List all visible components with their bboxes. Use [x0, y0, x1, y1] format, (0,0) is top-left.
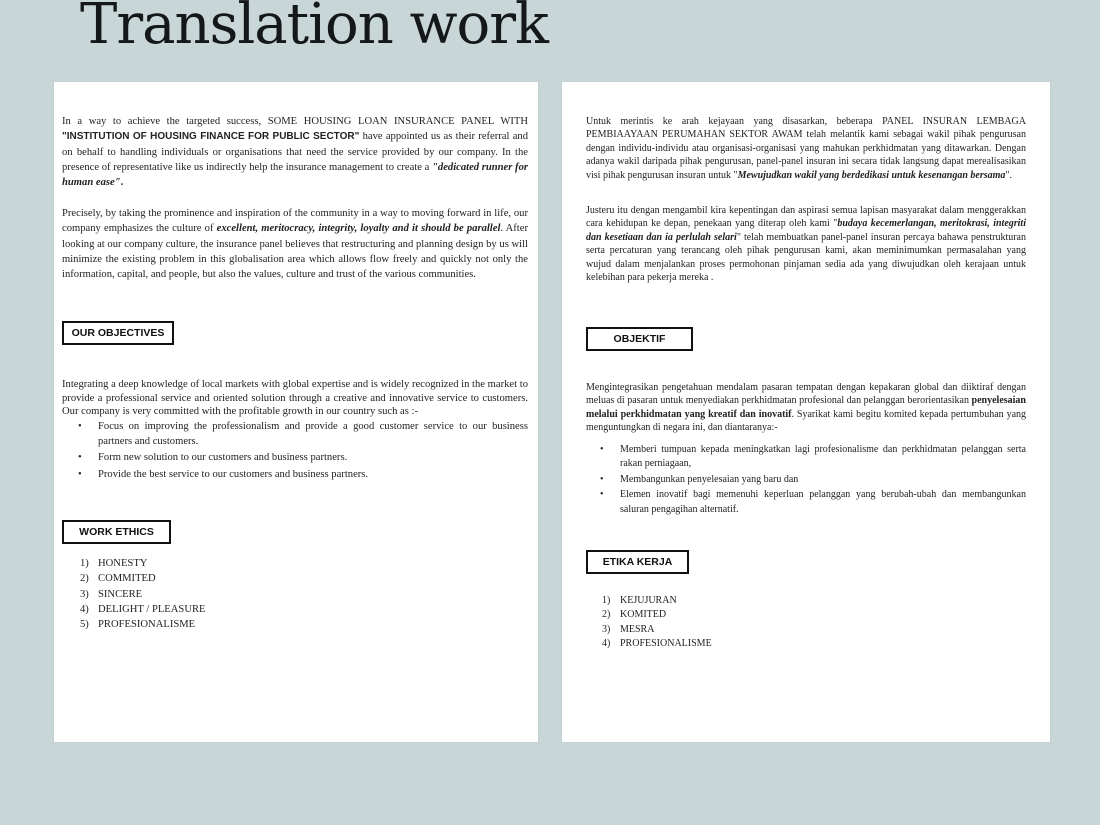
list-item: • Provide the best service to our customers and business partners.	[98, 467, 528, 482]
english-document-page	[54, 82, 538, 742]
list-item	[602, 594, 1026, 608]
culture-emphasis: excellent, meritocracy, integrity, loyalty and it should be parallel	[216, 223, 501, 235]
malay-intro-section	[586, 115, 1026, 182]
institution-name: "INSTITUTION OF HOUSING FINANCE FOR PUBLIC SECTOR"	[62, 131, 360, 143]
item-label: COMMITED	[98, 573, 156, 585]
item-label: PROFESIONALISME	[620, 638, 712, 650]
item-number: 3)	[80, 588, 89, 600]
intro-emphasis: "dedicated runner for human ease"	[62, 161, 528, 189]
list-item	[80, 556, 528, 571]
list-item: • Form new solution to our customers and business partners.	[98, 450, 528, 465]
item-number: 1)	[602, 595, 611, 606]
list-item: • Memberi tumpuan kepada meningkatkan lagi profesionalisme dan perkhidmatan pelanggan serta rakan perniagaan,	[620, 443, 1026, 472]
malay-culture-section	[586, 204, 1026, 284]
list-item	[602, 608, 1026, 622]
item-label: SINCERE	[98, 588, 143, 600]
objektif-text-continued: . Syarikat kami begitu komited kepada pertumbuhan yang menguntungkan di negara ini, dan diantaranya:-	[586, 408, 1027, 434]
culture-emphasis: budaya kecemerlangan, meritokrasi, integriti dan kesetiaan dan ia perlulah selari	[586, 218, 1026, 243]
malay-document-page	[562, 82, 1050, 742]
item-label: HONESTY	[98, 558, 148, 569]
list-item	[602, 637, 1026, 651]
etika-kerja-heading: ETIKA KERJA	[586, 550, 689, 574]
list-item	[602, 623, 1026, 637]
objectives-paragraph: Integrating a deep knowledge of local markets with global expertise and is widely recognized in the market to provide a professional service and oriented solution through a creative and innovative service to customers. Our company is very committed with the profitable growth in our country such as :-	[62, 379, 528, 418]
item-number: 3)	[602, 623, 611, 635]
english-intro-paragraph	[62, 114, 528, 190]
intro-emphasis: Mewujudkan wakil yang berdedikasi untuk kesenangan bersama	[737, 169, 1006, 181]
culture-text-continued: " telah membuatkan panel-panel insuran percaya bahawa penstrukturan serta percaturan yang terancang oleh pihak pengurusan kami, akan meminimumkan permasalahan yang wujud dalam menjalankan proses permohonan pinjaman sedia ada yang diwujudkan oleh kerajaan untuk kelebihan para pekerja mereka .	[586, 231, 1026, 284]
item-label: MESRA	[620, 623, 655, 635]
malay-intro-paragraph	[586, 115, 1026, 182]
intro-text: In a way to achieve the targeted success, SOME HOUSING LOAN INSURANCE PANEL WITH	[62, 116, 528, 127]
item-label: PROFESIONALISME	[98, 619, 196, 631]
item-number: 1)	[80, 558, 89, 569]
item-label: KOMITED	[620, 609, 667, 621]
item-label: KEJUJURAN	[620, 595, 677, 606]
list-item: • Elemen inovatif bagi memenuhi keperluan pelanggan yang berubah-ubah dan membangunkan saluran pengagihan alternatif.	[620, 488, 1026, 517]
etika-kerja-list	[602, 594, 1026, 652]
malay-culture-paragraph	[586, 204, 1026, 284]
work-ethics-list	[62, 556, 528, 632]
work-ethics-heading: WORK ETHICS	[62, 520, 171, 544]
intro-end: ".	[1005, 169, 1012, 181]
list-item	[80, 602, 528, 617]
item-number: 2)	[80, 573, 89, 585]
list-item	[80, 587, 528, 602]
list-item	[80, 617, 528, 632]
english-intro-section	[62, 114, 528, 190]
english-culture-paragraph	[62, 206, 528, 282]
objektif-text: Mengintegrasikan pengetahuan mendalam pasaran tempatan dengan kepakaran global dan diiktiraf dengan meluas di pasaran untuk menyediakan perkhidmatan profesional dan pelanggan berorientasikan	[586, 382, 1026, 407]
objectives-heading: OUR OBJECTIVES	[62, 321, 174, 345]
item-number: 4)	[80, 603, 89, 615]
list-item: • Focus on improving the professionalism and provide a good customer service to our business partners and customers.	[98, 419, 528, 450]
list-item: • Membangunkan penyelesaian yang baru dan	[620, 473, 1026, 488]
malay-ethics-section	[602, 594, 1026, 652]
objektif-list	[586, 443, 1026, 518]
intro-end: .	[120, 177, 124, 189]
objektif-emphasis: penyelesaian melalui perkhidmatan yang kreatif dan inovatif	[586, 395, 1026, 420]
culture-text: Precisely, by taking the prominence and inspiration of the community in a way to moving forward in life, our company emphasizes the culture of	[62, 208, 528, 235]
objektif-heading: OBJEKTIF	[586, 327, 693, 351]
culture-text-continued: . After looking at our company culture, the insurance panel believes that restructuring and planning design by us will minimize the existing problem in this globalisation area which allows flow freely and quickly not only the information, capital, and people, but also the values, culture and trust of the various communities.	[62, 223, 528, 281]
list-item	[80, 571, 528, 586]
item-number: 5)	[80, 619, 89, 631]
page-title: Translation work	[80, 0, 548, 57]
english-objectives-section	[62, 378, 528, 483]
intro-text-continued: have appointed us as their referral and on behalf to handling individuals or organisations that need the service provided by our company. In the presence of representative like us indirectly help the insurance management to create a	[62, 131, 528, 173]
intro-text: Untuk merintis ke arah kejayaan yang disasarkan, beberapa PANEL INSURAN LEMBAGA PEMBIAAYAAN PERUMAHAN SEKTOR AWAM telah melantik kami sebagai wakil pihak pengurusan dengan individu-individu atau organisasi-organisasi yang mahukan perkhidmatan yang ditawarkan. Dengan adanya wakil daripada pihak pengurusan, panel-panel insuran ini secara tidak langsung dapat merealisasikan visi pihak pengurusan insuran untuk "	[586, 116, 1026, 181]
item-number: 2)	[602, 609, 611, 621]
english-culture-section	[62, 206, 528, 282]
objektif-paragraph	[586, 381, 1026, 435]
culture-text: Justeru itu dengan mengambil kira kepentingan dan aspirasi semua lapisan masyarakat dalam menggerakkan cara kehidupan ke depan, penekaan yang diterap oleh kami "	[586, 205, 1026, 230]
malay-objectives-section	[586, 381, 1026, 519]
english-ethics-section	[62, 556, 528, 632]
item-number: 4)	[602, 638, 611, 650]
objectives-list	[62, 419, 528, 482]
item-label: DELIGHT / PLEASURE	[98, 603, 206, 615]
